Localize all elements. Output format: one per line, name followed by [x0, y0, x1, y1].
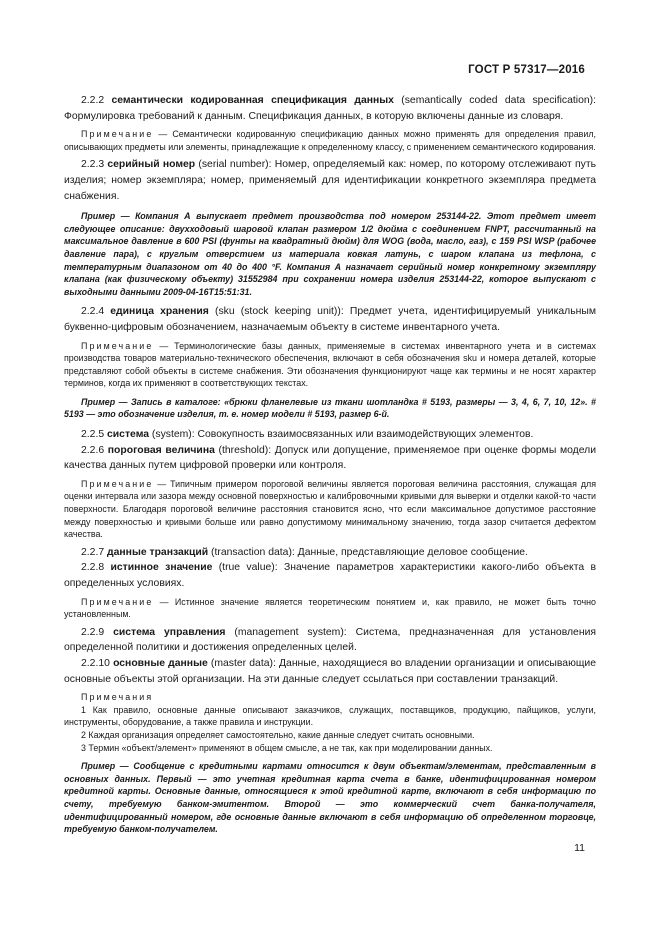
term-number: 2.2.2	[81, 95, 105, 106]
term-name: истинное значение	[110, 562, 213, 574]
note-label: Примечание	[81, 478, 154, 489]
term-definition: (system): Совокупность взаимосвязанных или взаимодействующих элементов.	[149, 429, 534, 441]
term-name: данные транзакций	[107, 546, 209, 558]
note-text: — Истинное значение является теоретическим понятием и, как правило, не может быть точно установленным.	[64, 596, 596, 620]
term-2-2-10	[64, 656, 596, 687]
note-text: — Терминологические базы данных, применяемые в системах инвентарного учета и в системах производства товаров материально-технического обеспечения, включают в себя обозначения sku и номера деталей, которые представляют собой объекты в системе снабжения. Эти обозначения функционируют чаще как термины и не носят характер терминов, когда их применяют в соответствующих текстах.	[64, 340, 596, 389]
term-name: серийный номер	[107, 159, 196, 171]
note-text: — Семантически кодированную спецификацию данных можно применять для определения правил, описывающих предметы или элементы, принадлежащие к определенному классу, с применением семантического кодирования.	[64, 129, 596, 152]
term-2-2-4	[64, 304, 596, 335]
term-number: 2.2.6	[81, 444, 105, 456]
term-definition: (threshold): Допуск или допущение, применяемое при оценке формы модели качества данных путем цифровой проверки или контроля.	[64, 444, 597, 472]
term-2-2-9	[64, 625, 596, 656]
notes-heading: Примечания	[81, 692, 154, 703]
term-name: система управления	[113, 626, 226, 638]
term-definition: (serial number): Номер, определяемый как: номер, по которому отслеживают путь изделия; номер экземпляра; номер, применяемый для идентификации конкретного экземпляра предмета снабжения.	[64, 159, 596, 202]
term-2-2-2	[64, 93, 596, 124]
term-name: основные данные	[113, 657, 208, 669]
term-number: 2.2.10	[81, 657, 110, 669]
note-2-2-8	[64, 596, 596, 621]
example-2-2-3: Пример — Компания А выпускает предмет производства под номером 253144-22. Этот предмет имеет следующее описание: двухходовый шаровой клапан размером 1/2 дюйма с соединением FNPT, рассчитанный на максимальное давление в 600 PSI (фунты на квадратный дюйм) для WOG (вода, масло, газ), с 159 PSI WSP (рабочее давление пара), с круглым отверстием из материала ковкая латунь, с шаром клапана из тефлона, с температурным диапазоном от 40 до 400 °F. Компания А назначает серийный номер конкретному экземпляру клапана (как физическому объекту) 31552984 при сохранении номера изделия 253144-22, которое выпускают с выходными данными 2009-04-16T15:51:31.	[64, 211, 596, 297]
example-2-2-10: Пример — Сообщение с кредитными картами относится к двум объектам/элементам, представленным в основных данных. Первый — это учетная кредитная карта счета в банке, идентифицированная номером кредитной карты. Основные данные, относящиеся к этой кредитной карте, включают в себя информацию по счету, требуемую банком-эмитентом. Второй — это коммерческий счет банка-получателя, идентифицированный номером, где основные данные включают в себя информацию об определенном торговце, требуемую банком-получателем.	[64, 761, 596, 835]
term-name: семантически кодированная спецификация данных	[111, 95, 394, 106]
note-2-2-2	[64, 128, 596, 153]
term-definition: (management system): Система, предназначенная для установления определенной политики и достижения определенных целей.	[64, 626, 596, 654]
term-number: 2.2.7	[81, 546, 105, 558]
term-definition: (master data): Данные, находящиеся во владении организации и описывающие основные объекты этой организации. На эти данные следует ссылаться при составлении транзакций.	[64, 657, 596, 685]
note-2-2-4	[64, 340, 596, 390]
term-name: система	[107, 429, 150, 441]
term-name: пороговая величина	[107, 444, 215, 456]
term-number: 2.2.8	[81, 562, 105, 574]
term-2-2-8	[64, 560, 596, 591]
term-number: 2.2.9	[81, 626, 105, 638]
notes-item-1: 1 Как правило, основные данные описывают заказчиков, служащих, поставщиков, продукцию, пайщиков, услуги, инструменты, оборудование, а также правила и инструкции.	[64, 704, 596, 728]
page-content	[64, 93, 596, 836]
standard-code: ГОСТ Р 57317—2016	[468, 64, 585, 76]
term-definition: (transaction data): Данные, представляющие деловое сообщение.	[208, 546, 528, 558]
term-name: единица хранения	[110, 306, 209, 318]
term-2-2-3	[64, 157, 596, 204]
notes-item-2: 2 Каждая организация определяет самостоятельно, какие данные следует считать основными.	[81, 729, 475, 740]
term-number: 2.2.5	[81, 429, 105, 441]
notes-item-3: 3 Термин «объект/элемент» применяют в общем смысле, а не так, как при моделировании данных.	[81, 742, 493, 753]
term-2-2-7	[64, 545, 596, 561]
note-label: Примечание	[81, 340, 154, 351]
note-2-2-6	[64, 478, 596, 541]
term-2-2-5	[64, 427, 596, 443]
page-number: 11	[574, 842, 585, 854]
term-number: 2.2.3	[81, 159, 105, 171]
note-label: Примечание	[81, 596, 154, 607]
term-number: 2.2.4	[81, 306, 105, 318]
note-text: — Типичным примером пороговой величины является пороговая величина расстояния, служащая для оценки интервала или зазора между основной поверхностью и калибровочными кривыми для выверки и отделки какой-то части поверхности. Благодаря пороговой величине расстояния становится ясно, что если максимальное допустимое расстояние между поверхностью и кривыми больше или равно допустимому минимальному значению, тогда зазор считается дефектом качества.	[64, 478, 596, 540]
note-label: Примечание	[81, 129, 154, 140]
term-definition: (sku (stock keeping unit)): Предмет учета, идентифицируемый уникальным буквенно-цифровым обозначением, назначаемым объекту в системе инвентарного учета.	[64, 306, 596, 333]
term-definition: (true value): Значение параметров характеристики какого-либо объекта в определенных условиях.	[64, 562, 597, 589]
term-2-2-6	[64, 443, 596, 474]
term-definition: (semantically coded data specification): Формулировка требований к данным. Спецификация данных, в которую включены данные из словаря.	[64, 95, 596, 122]
example-2-2-4: Пример — Запись в каталоге: «брюки фланелевые из ткани шотландка # 5193, размеры — 3, 4, 6, 7, 10, 12». # 5193 — это обозначение изделия, т. е. номер модели # 5193, размер 6-й.	[64, 396, 596, 420]
